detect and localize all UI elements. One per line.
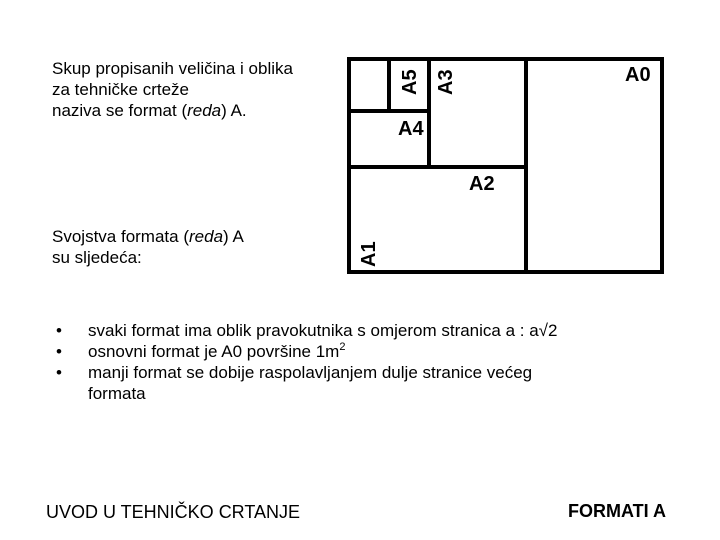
intro-line-3-pre: naziva se format ( <box>52 101 188 120</box>
intro-text <box>52 58 352 121</box>
list-item-text-continued: formata <box>88 384 146 403</box>
properties-line-1-post: ) A <box>223 227 244 246</box>
bullet-marker: • <box>56 321 62 340</box>
superscript: 2 <box>339 341 346 353</box>
properties-heading <box>52 226 332 268</box>
intro-line-3-post: ) A. <box>221 101 247 120</box>
footer-course-title: UVOD U TEHNIČKO CRTANJE <box>46 502 301 522</box>
label-a0: A0 <box>625 64 651 86</box>
bullet-marker: • <box>56 342 62 361</box>
intro-line-1: Skup propisanih veličina i oblika <box>52 59 293 78</box>
intro-line-3 <box>52 100 352 121</box>
list-item <box>52 362 652 404</box>
properties-line-1 <box>52 226 332 247</box>
list-item <box>52 320 652 341</box>
properties-line-2: su sljedeća: <box>52 248 142 267</box>
bullet-marker: • <box>56 363 62 382</box>
properties-line-1-italic: reda <box>189 227 224 246</box>
intro-line-2: za tehničke crteže <box>52 80 190 99</box>
label-a5: A5 <box>399 69 421 95</box>
properties-line-1-pre: Svojstva formata ( <box>52 227 189 246</box>
label-a1: A1 <box>358 241 380 267</box>
paper-format-diagram <box>345 55 667 277</box>
label-a2: A2 <box>469 173 495 195</box>
list-item-text: svaki format ima oblik pravokutnika s omjerom stranica a : a√2 <box>88 321 558 340</box>
properties-list <box>52 320 652 404</box>
intro-line-3-italic: reda <box>187 101 222 120</box>
list-item <box>52 341 652 362</box>
label-a4: A4 <box>398 118 424 140</box>
list-item-text: osnovni format je A0 površine 1m <box>88 342 340 361</box>
list-item-text: manji format se dobije raspolavljanjem dulje stranice većeg <box>88 363 533 382</box>
label-a3: A3 <box>435 69 457 95</box>
footer-section-title: FORMATI A <box>568 501 666 521</box>
